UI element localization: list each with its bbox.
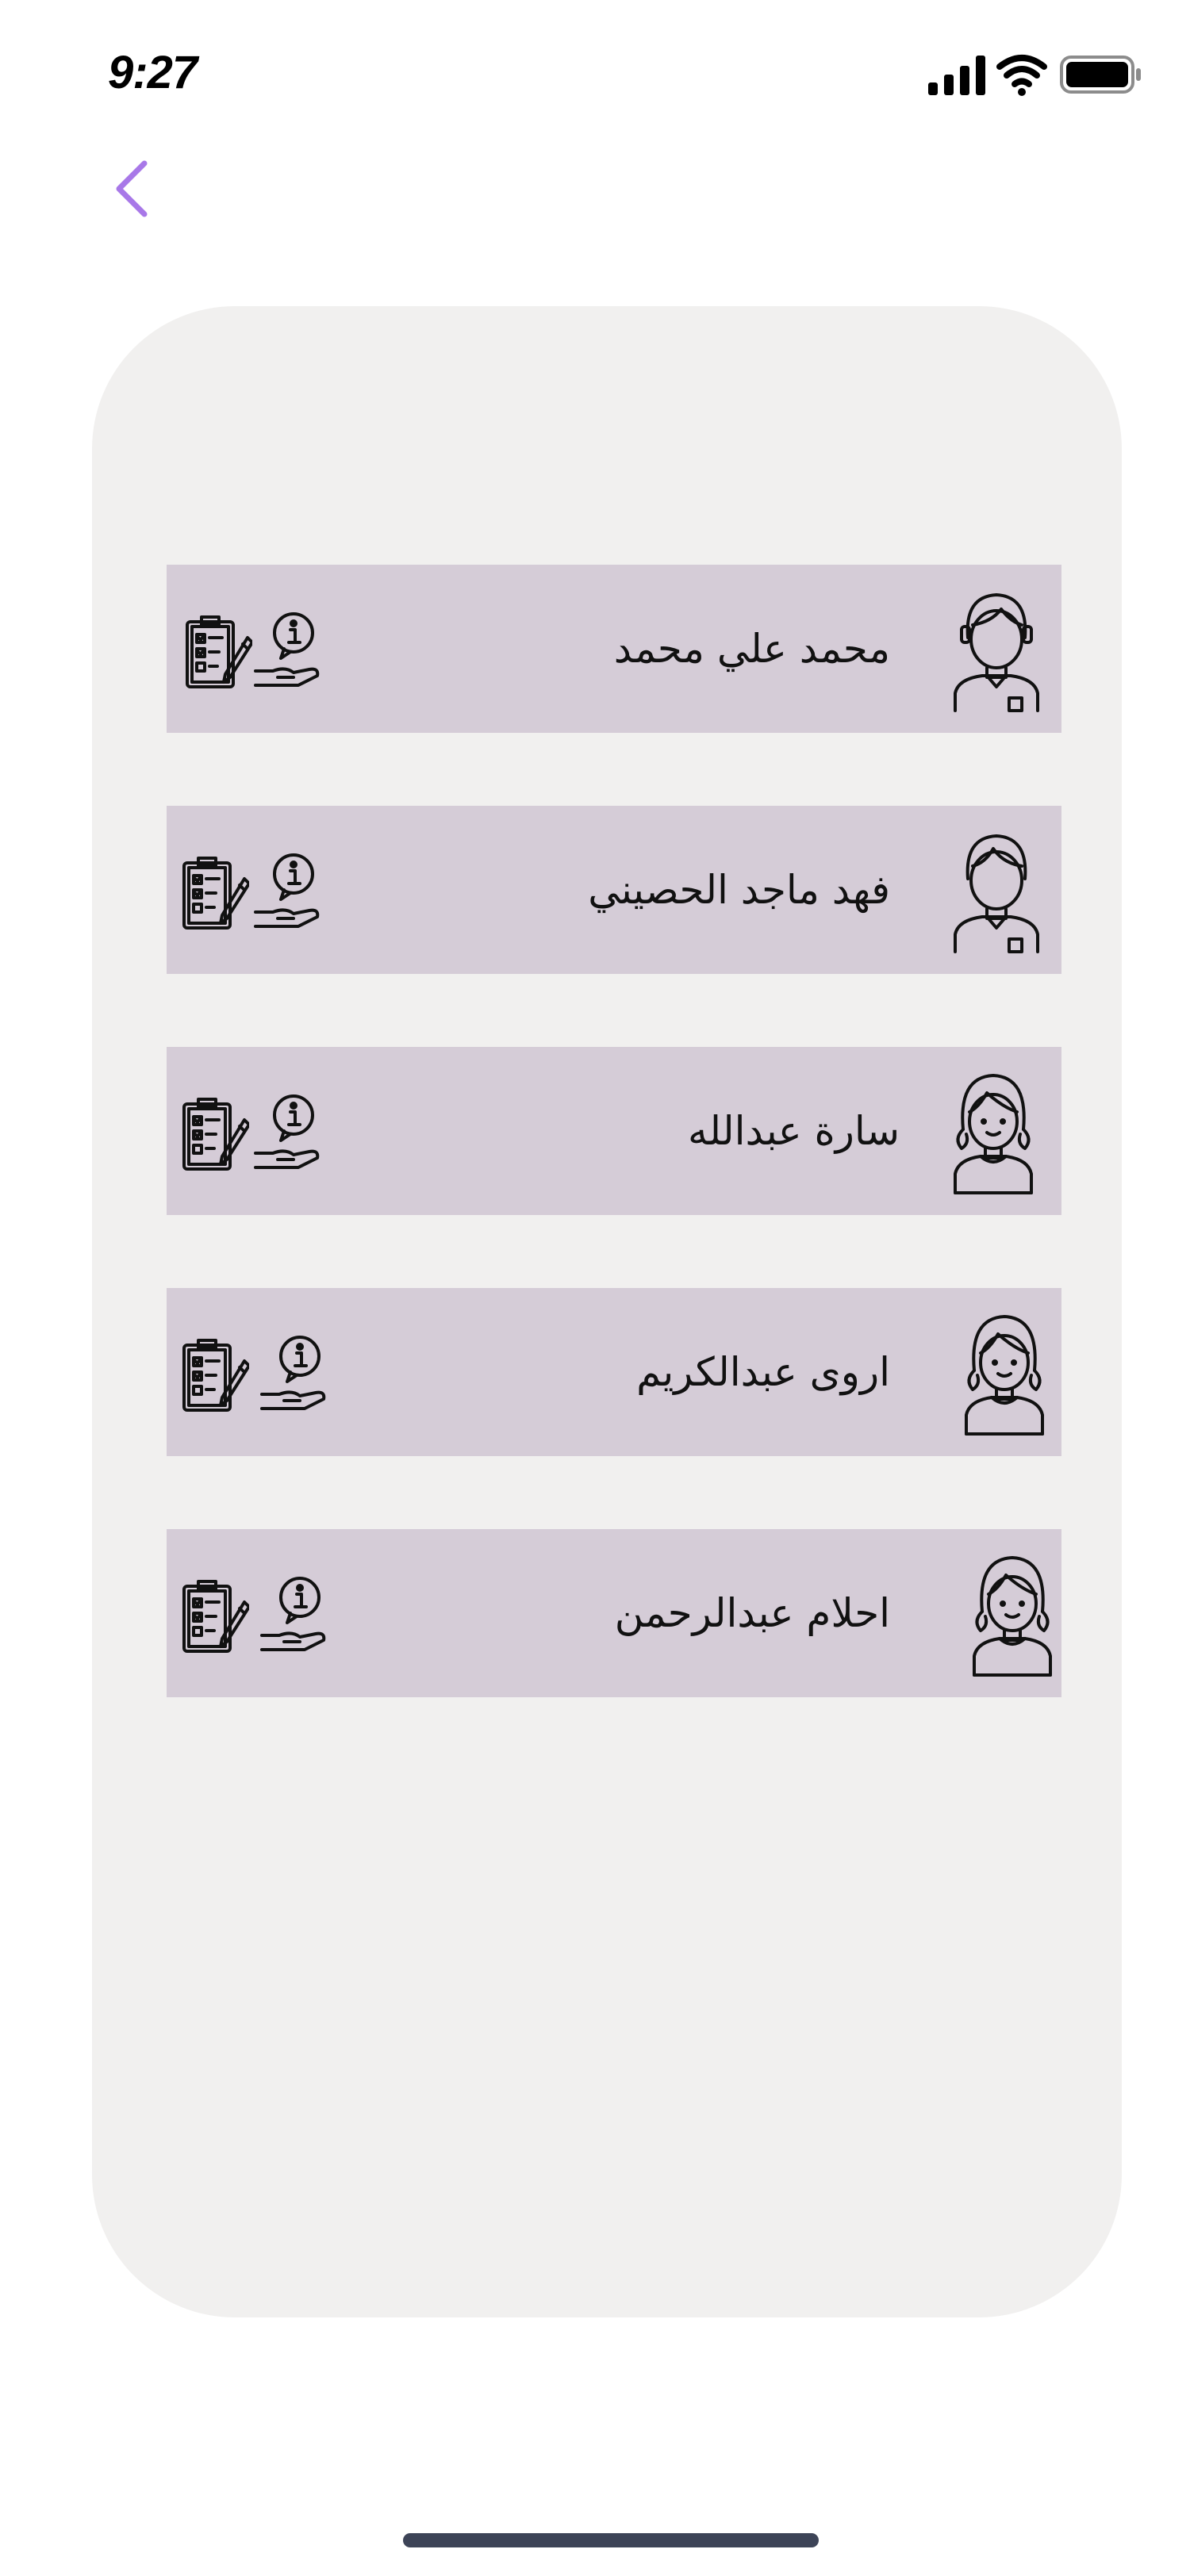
student-row[interactable]: [167, 565, 1061, 733]
student-row[interactable]: [167, 806, 1061, 974]
battery-icon: [1061, 57, 1141, 92]
wifi-icon: [1000, 58, 1044, 84]
boy-avatar-icon: [950, 831, 1042, 955]
status-icons: [927, 52, 1142, 97]
info-hand-icon[interactable]: [254, 1093, 322, 1172]
info-hand-icon[interactable]: [254, 611, 322, 690]
boy-avatar-icon: [950, 590, 1042, 714]
status-time: 9:27: [108, 47, 198, 98]
student-row[interactable]: [167, 1047, 1061, 1215]
checklist-icon[interactable]: [181, 855, 249, 931]
info-hand-icon[interactable]: [260, 1334, 328, 1413]
info-hand-icon[interactable]: [260, 1575, 328, 1654]
girl-avatar-icon: [947, 1072, 1039, 1196]
student-name: محمد علي محمد: [613, 626, 890, 672]
student-name: احلام عبدالرحمن: [614, 1590, 890, 1636]
checklist-icon[interactable]: [181, 1096, 249, 1172]
chevron-left-icon: [108, 155, 159, 222]
student-name: اروى عبدالكريم: [636, 1349, 890, 1395]
checklist-icon[interactable]: [181, 1337, 249, 1413]
student-row[interactable]: [167, 1288, 1061, 1456]
checklist-icon[interactable]: [181, 1578, 249, 1654]
home-indicator[interactable]: [403, 2533, 819, 2547]
student-row[interactable]: [167, 1529, 1061, 1697]
checklist-icon[interactable]: [184, 614, 252, 690]
cellular-signal-icon: [928, 56, 985, 95]
girl-avatar-icon: [958, 1313, 1050, 1437]
back-button[interactable]: [108, 155, 159, 222]
students-card: [92, 306, 1122, 2317]
student-name: سارة عبدالله: [687, 1108, 900, 1154]
girl-avatar-icon: [966, 1554, 1058, 1678]
info-hand-icon[interactable]: [254, 852, 322, 931]
student-name: فهد ماجد الحصيني: [588, 867, 890, 913]
